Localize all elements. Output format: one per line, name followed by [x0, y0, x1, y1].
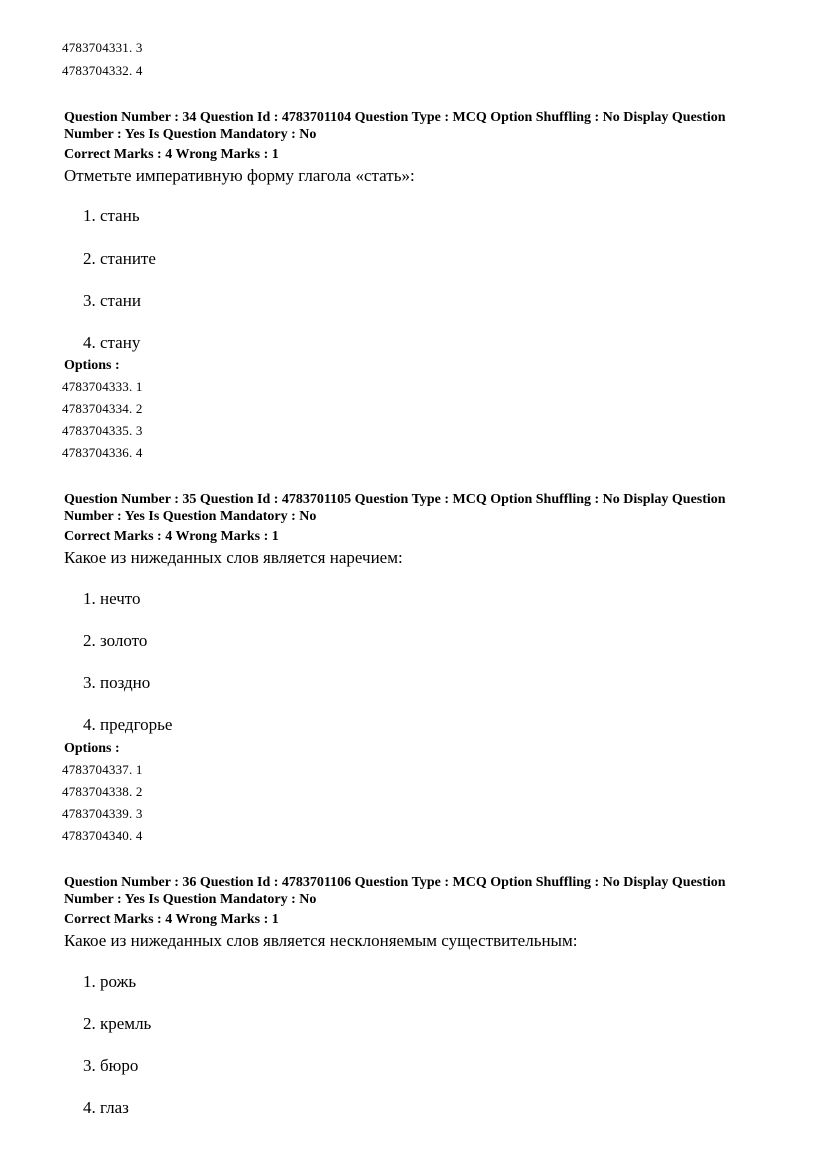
option-id: 4783704336. 4	[62, 445, 143, 460]
answer-choice: 4. глаз	[83, 1098, 129, 1117]
answer-choice: 3. бюро	[83, 1056, 139, 1075]
answer-choice: 4. стану	[83, 333, 141, 352]
option-id: 4783704338. 2	[62, 784, 143, 799]
option-id: 4783704335. 3	[62, 423, 143, 438]
option-id: 4783704333. 1	[62, 379, 143, 394]
answer-choice: 4. предгорье	[83, 715, 173, 734]
question-text: Какое из нижеданных слов является наречием:	[64, 548, 403, 567]
answer-choice: 3. поздно	[83, 673, 151, 692]
question-header-cont: Number : Yes Is Question Mandatory : No	[64, 509, 317, 524]
option-id: 4783704340. 4	[62, 828, 143, 843]
question-header: Question Number : 35 Question Id : 4783701105 Question Type : MCQ Option Shuffling : No Display Question	[64, 492, 726, 507]
options-label: Options :	[64, 741, 120, 756]
answer-choice: 2. станите	[83, 249, 156, 268]
option-id: 4783704331. 3	[62, 40, 143, 55]
question-header-cont: Number : Yes Is Question Mandatory : No	[64, 892, 317, 907]
question-header-cont: Number : Yes Is Question Mandatory : No	[64, 127, 317, 142]
option-id: 4783704337. 1	[62, 762, 143, 777]
option-id: 4783704332. 4	[62, 63, 143, 78]
options-label: Options :	[64, 358, 120, 373]
question-header: Question Number : 36 Question Id : 4783701106 Question Type : MCQ Option Shuffling : No Display Question	[64, 875, 726, 890]
question-marks: Correct Marks : 4 Wrong Marks : 1	[64, 912, 279, 927]
question-header: Question Number : 34 Question Id : 4783701104 Question Type : MCQ Option Shuffling : No Display Question	[64, 110, 726, 125]
answer-choice: 1. рожь	[83, 972, 137, 991]
question-text: Какое из нижеданных слов является несклоняемым существительным:	[64, 931, 578, 950]
option-id: 4783704339. 3	[62, 806, 143, 821]
answer-choice: 1. нечто	[83, 589, 141, 608]
answer-choice: 3. стани	[83, 291, 141, 310]
answer-choice: 1. стань	[83, 206, 140, 225]
question-marks: Correct Marks : 4 Wrong Marks : 1	[64, 529, 279, 544]
question-marks: Correct Marks : 4 Wrong Marks : 1	[64, 147, 279, 162]
answer-choice: 2. золото	[83, 631, 148, 650]
question-text: Отметьте императивную форму глагола «стать»:	[64, 166, 415, 185]
option-id: 4783704334. 2	[62, 401, 143, 416]
answer-choice: 2. кремль	[83, 1014, 152, 1033]
